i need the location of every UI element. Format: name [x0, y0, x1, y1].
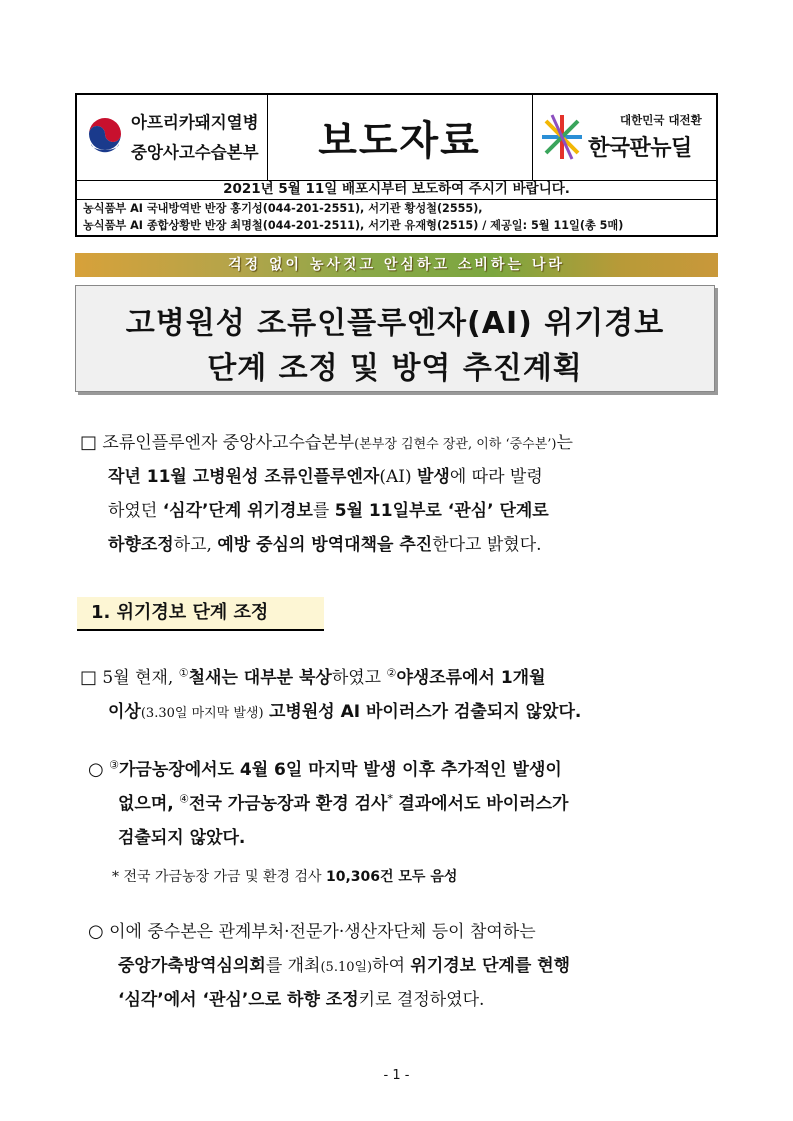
intro-line-1: □ 조류인플루엔자 중앙사고수습본부(본부장 김현수 장관, 이하 ‘중수본’)는 [80, 432, 573, 453]
page-number: - 1 - [383, 1068, 410, 1083]
press-release-title: 보도자료 [318, 118, 481, 164]
headline-line-2: 단계 조정 및 방역 추진계획 [207, 351, 583, 386]
box-bullet: □ [80, 667, 98, 688]
p3-line-3: ‘심각’에서 ‘관심’으로 하향 조정키로 결정하였다. [118, 990, 485, 1010]
p2-line-2: 없으며, ④전국 가금농장과 환경 검사* 결과에서도 바이러스가 [118, 792, 569, 814]
org-name-line2: 중앙사고수습본부 [131, 143, 259, 162]
p3-line-2: 중앙가축방역심의회를 개최(5.10일)하여 위기경보 단계를 현행 [118, 956, 571, 976]
intro-line-4: 하향조정하고, 예방 중심의 방역대책을 추진한다고 밝혔다. [108, 535, 542, 555]
header-top-row [77, 95, 716, 181]
intro-line-2: 작년 11월 고병원성 조류인플루엔자(AI) 발생에 따라 발령 [108, 467, 543, 487]
p2-line-1: ○ ③가금농장에서도 4월 6일 마지막 발생 이후 추가적인 발생이 [88, 758, 562, 780]
section-heading-1 [77, 597, 324, 631]
circle-bullet: ○ [88, 759, 104, 780]
header-table [75, 93, 718, 237]
org-name-line1: 아프리카돼지열병 [131, 113, 259, 132]
section-heading-text: 1. 위기경보 단계 조정 [91, 602, 269, 623]
new-deal-star-icon [540, 113, 584, 161]
footnote: * 전국 가금농장 가금 및 환경 검사 10,306건 모두 음성 [112, 869, 458, 885]
p1-line-1: □ 5월 현재, ①철새는 대부분 북상하였고 ②야생조류에서 1개월 [80, 666, 546, 688]
embargo-notice: 2021년 5월 11일 배포시부터 보도하여 주시기 바랍니다. [77, 180, 716, 200]
headline-box [75, 285, 715, 392]
banner-text: 걱정 없이 농사짓고 안심하고 소비하는 나라 [228, 257, 565, 273]
org-cell [77, 95, 268, 180]
contact-line-2: 농식품부 AI 종합상황반 반장 최명철(044-201-2511), 서기관 유재형(2515) / 제공일: 5월 11일(총 5매) [83, 219, 624, 232]
circle-bullet: ○ [88, 921, 104, 942]
slogan-big: 한국판뉴딜 [588, 136, 692, 161]
title-cell [267, 95, 533, 180]
p1-line-2: 이상(3.30일 마지막 발생) 고병원성 AI 바이러스가 검출되지 않았다. [108, 702, 582, 722]
p3-line-1: ○ 이에 중수본은 관계부처·전문가·생산자단체 등이 참여하는 [88, 921, 536, 942]
box-bullet: □ [80, 432, 98, 453]
government-emblem-icon [85, 116, 125, 156]
new-deal-logo-cell [532, 95, 716, 180]
contact-line-1: 농식품부 AI 국내방역반 반장 홍기성(044-201-2551), 서기관 황성철(2555), [83, 202, 483, 215]
slogan-banner [75, 253, 718, 277]
p2-line-3: 검출되지 않았다. [118, 828, 246, 848]
headline-line-1: 고병원성 조류인플루엔자(AI) 위기경보 [125, 306, 665, 341]
intro-line-3: 하였던 ‘심각’단계 위기경보를 5월 11일부로 ‘관심’ 단계로 [108, 501, 549, 521]
slogan-small: 대한민국 대전환 [620, 113, 702, 127]
